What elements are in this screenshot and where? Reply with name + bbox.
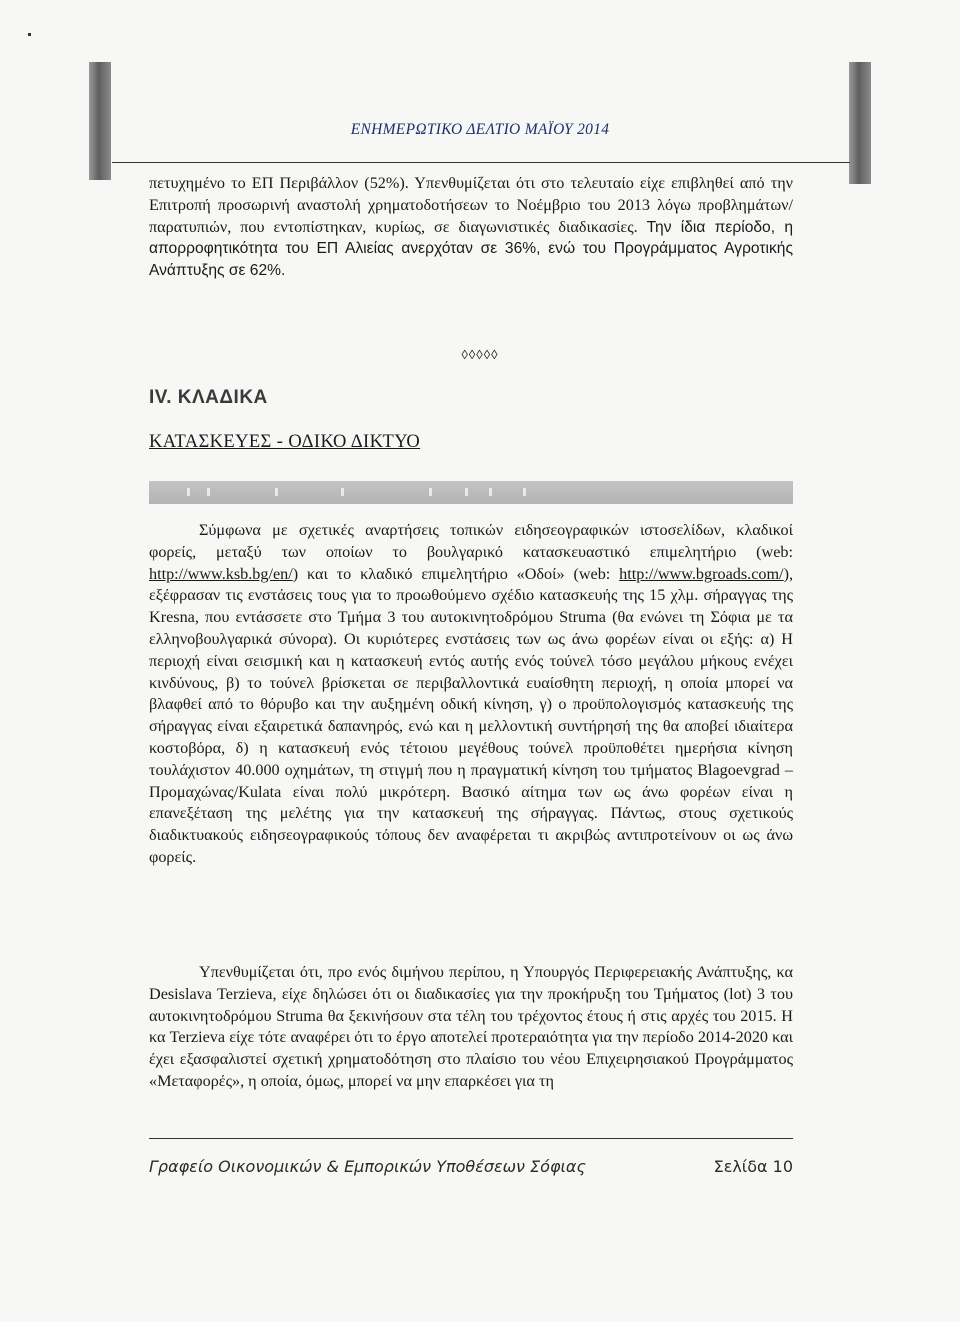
newsletter-title: ΕΝΗΜΕΡΩΤΙΚΟ ΔΕΛΤΙΟ ΜΑΪΟΥ 2014 — [350, 121, 610, 138]
header-divider — [112, 162, 850, 163]
section-separator: ◊◊◊◊◊ — [461, 347, 499, 362]
redaction-speck — [429, 488, 432, 496]
redaction-speck — [523, 488, 526, 496]
article-text: Σύμφωνα με σχετικές αναρτήσεις τοπικών ειδησεογραφικών ιστοσελίδων, κλαδικοί φορείς, μεταξύ των οποίων το βουλγαρικό κατασκευαστικό επιμελητήριο (web: — [149, 521, 793, 561]
subsection-heading: ΚΑΤΑΣΚΕΥΕΣ - ΟΔΙΚΟ ΔΙΚΤΥΟ — [149, 432, 421, 452]
scan-artifact-dot — [28, 33, 31, 36]
redaction-speck — [341, 488, 344, 496]
footer-office-name: Γραφείο Οικονομικών & Εμπορικών Υποθέσεων Σόφιας — [149, 1157, 586, 1176]
redaction-speck — [489, 488, 492, 496]
intro-text-sans: Την ίδια περίοδο, η απορροφητικότητα του ΕΠ Αλιείας ανερχόταν σε 36%, ενώ του Προγράμματος Αγροτικής Ανάπτυξης σε 62%. — [149, 218, 793, 280]
redaction-speck — [187, 488, 190, 496]
article-text: ), εξέφρασαν τις ενστάσεις τους για το προωθούμενο σχέδιο κατασκευής της 15 χλμ. σήραγγας της Kresna, που εντάσσετε στο Τμήμα 3 του αυτοκινητοδρόμου Struma (θα ενώνει τη Σόφια με τα ελληνοβουλγαρικά σύνορα). Οι κυριότερες ενστάσεις των ως άνω φορέων είναι οι εξής: α) Η περιοχή είναι σεισμική και η κατασκευή εντός αυτής ενός τούνελ τόσο μεγάλου μήκους ενέχει κινδύνους, β) το τούνελ βρίσκεται σε περιβαλλοντικά ευαίσθητη περιοχή, η οποία μπορεί να βλαφθεί από το θόρυβο και την αυξημένη οδική κίνηση, γ) ο προϋπολογισμός κατασκευής της σήραγγας είναι εξαιρετικά δαπανηρός, ενώ και η μελλοντική συντήρησή της θα αποβεί ιδιαίτερα κοστοβόρα, δ) η κατασκευή ενός τέτοιου μεγέθους τούνελ προϋποθέτει ημερήσια κίνηση τουλάχιστον 40.000 οχημάτων, τη στιγμή που η πραγματική κίνηση του τμήματος Blagoevgrad – Προμαχώνας/Kulata είναι πολύ μικρότερη. Βασικό αίτημα των ως άνω φορέων είναι η επανεξέταση της μελέτης για την κατασκευή της σήραγγας. Πάντως, στους σχετικούς διαδικτυακούς ειδησεογραφικούς τόπους δεν αναφέρεται τι ακριβώς αντιπροτείνουν οι ως άνω φορείς. — [149, 564, 793, 866]
redaction-speck — [465, 488, 468, 496]
redacted-banner — [149, 481, 793, 504]
article-text: ) και το κλαδικό επιμελητήριο «Οδοί» (web: — [292, 564, 620, 583]
redaction-speck — [275, 488, 278, 496]
intro-paragraph — [149, 173, 793, 282]
footer-page-number: Σελίδα 10 — [713, 1157, 793, 1176]
article-paragraph-1 — [149, 520, 793, 869]
section-heading: IV. ΚΛΑΔΙΚΑ — [149, 387, 268, 408]
intro-text-serif: πετυχημένο το ΕΠ Περιβάλλον (52%). Υπενθυμίζεται ότι στο τελευταίο είχε επιβληθεί από την Επιτροπή προσωρινή αναστολή χρηματοδοτήσεων το Νοέμβριο του 2013 λόγω προβλημάτων/παρατυπιών, που εντοπίστηκαν, κυρίως, σε διαγωνιστικές διαδικασίες. — [149, 174, 793, 236]
redaction-speck — [207, 488, 210, 496]
footer-divider — [149, 1138, 793, 1139]
ksb-link[interactable]: http://www.ksb.bg/en/ — [149, 564, 293, 583]
bgroads-link[interactable]: http://www.bgroads.com/ — [619, 564, 784, 583]
article-text: Υπενθυμίζεται ότι, προ ενός διμήνου περίπου, η Υπουργός Περιφερειακής Ανάπτυξης, κα Desislava Terzieva, είχε δηλώσει ότι οι διαδικασίες για την προκήρυξη του Τμήματος (lot) 3 του αυτοκινητοδρόμου Struma θα ξεκινήσουν στα τέλη του τρέχοντος έτους ή στις αρχές του 2015. Η κα Terzieva είχε τότε αναφέρει ότι το έργο αποτελεί προτεραιότητα για την περίοδο 2014-2020 και έχει εξασφαλιστεί σχετική χρηματοδότηση στο πλαίσιο του νέου Επιχειρησιακού Προγράμματος «Μεταφορές», η οποία, όμως, μπορεί να μην επαρκέσει για τη — [149, 963, 793, 1090]
article-paragraph-2 — [149, 962, 793, 1093]
